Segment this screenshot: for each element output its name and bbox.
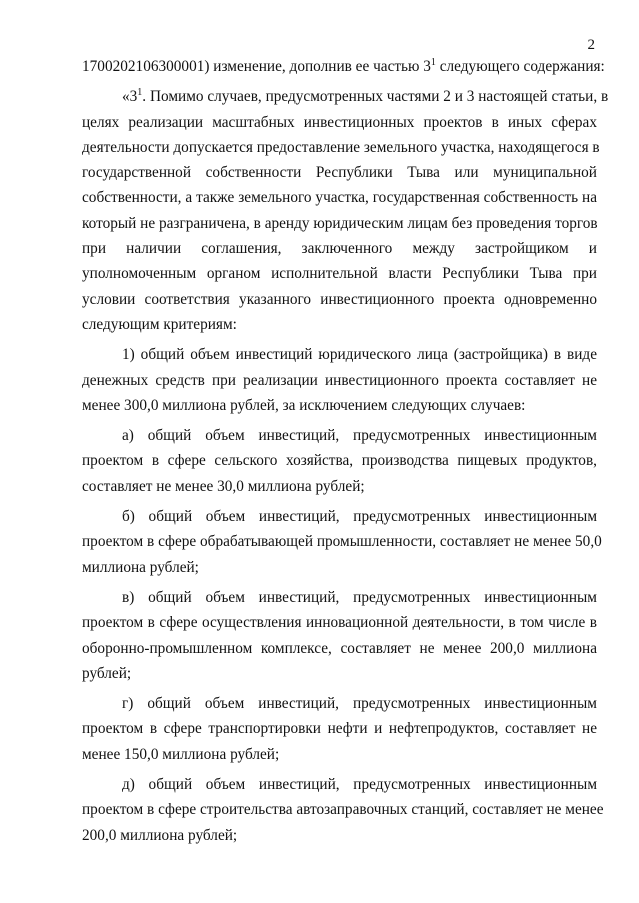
subitem-g-line: г) общий объем инвестиций, предусмотренных инвестиционным — [122, 695, 597, 713]
paragraph-line: условии соответствия указанного инвестиционного проекта одновременно — [82, 290, 597, 308]
intro-line — [82, 54, 605, 79]
part31-superscript: 1 — [137, 87, 143, 99]
subitem-d-line: 200,0 миллиона рублей; — [82, 826, 238, 844]
part31-line-first — [82, 84, 609, 109]
subitem-d-line: проектом в сфере строительства автозаправочных станций, составляет не менее — [82, 801, 604, 819]
subitem-a-line: составляет не менее 30,0 миллиона рублей; — [82, 477, 365, 495]
subitem-v-line: рублей; — [82, 664, 132, 682]
subitem-v-line: проектом в сфере осуществления инновационной деятельности, в том числе в — [82, 614, 597, 632]
intro-text-end: следующего содержания: — [435, 58, 605, 75]
subitem-b-line: б) общий объем инвестиций, предусмотренных инвестиционным — [122, 508, 597, 526]
subitem-g-line: проектом в сфере транспортировки нефти и нефтепродуктов, составляет не — [82, 720, 597, 738]
subitem-a-line: проектом в сфере сельского хозяйства, производства пищевых продуктов, — [82, 452, 597, 470]
paragraph-line: который не разграничена, в аренду юридическим лицам без проведения торгов — [82, 214, 598, 232]
subitem-g-line: менее 150,0 миллиона рублей; — [82, 745, 280, 763]
intro-text: 1700202106300001) изменение, дополнив ее частью 3 — [82, 58, 431, 75]
part31-text: . Помимо случаев, предусмотренных частями 2 и 3 настоящей статьи, в — [142, 88, 609, 106]
subitem-b-line: миллиона рублей; — [82, 558, 199, 576]
paragraph-line: государственной собственности Республики Тыва или муниципальной — [82, 164, 597, 182]
subitem-a-line: а) общий объем инвестиций, предусмотренных инвестиционным — [122, 427, 597, 445]
paragraph-line: целях реализации масштабных инвестиционных проектов в иных сферах — [82, 113, 597, 131]
paragraph-line: собственности, а также земельного участка, государственная собственность на — [82, 189, 597, 207]
subitem-v-line: в) общий объем инвестиций, предусмотренных инвестиционным — [122, 588, 597, 606]
paragraph-line: при наличии соглашения, заключенного между застройщиком и — [82, 240, 597, 258]
subitem-v-line: оборонно-промышленном комплексе, составляет не менее 200,0 миллиона — [82, 639, 597, 657]
document-body — [82, 54, 609, 848]
paragraph-line: уполномоченным органом исполнительной власти Республики Тыва при — [82, 265, 597, 283]
intro-superscript: 1 — [430, 57, 436, 68]
paragraph-line: следующим критериям: — [82, 315, 237, 333]
criterion-1-line: денежных средств при реализации инвестиционного проекта составляет не — [82, 371, 597, 389]
subitem-b-line: проектом в сфере обрабатывающей промышленности, составляет не менее 50,0 — [82, 533, 602, 551]
part31-number: «3 — [122, 88, 138, 106]
subitem-d-line: д) общий объем инвестиций, предусмотренных инвестиционным — [122, 776, 597, 794]
page-number: 2 — [587, 37, 595, 53]
criterion-1-line: 1) общий объем инвестиций юридического лица (застройщика) в виде — [122, 346, 597, 364]
criterion-1-line: менее 300,0 миллиона рублей, за исключением следующих случаев: — [82, 396, 526, 414]
paragraph-line: деятельности допускается предоставление земельного участка, находящегося в — [82, 138, 600, 156]
